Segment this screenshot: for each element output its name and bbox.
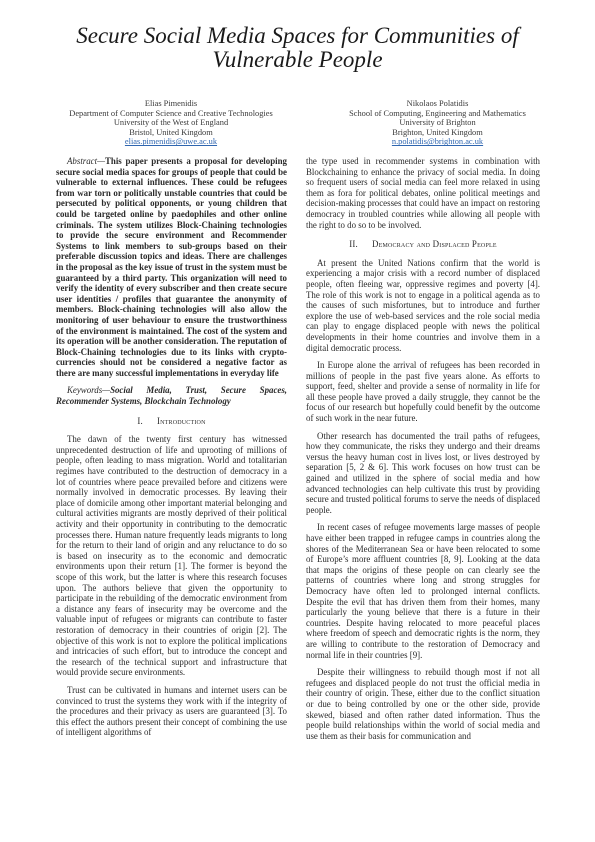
keywords-text: Social Media, Trust, Secure Spaces, Recommender Systems, Blockchain Technology xyxy=(56,385,287,407)
author-department: School of Computing, Engineering and Mathematics xyxy=(349,108,526,118)
paragraph: At present the United Nations confirm that the world is experiencing a major crisis with a record number of displaced people, often fleeing war, oppressive regimes and poverty [4]. The role of this work is not to engage in a political agenda as to the causes of such misfortunes, but to introduce and further explore the use of web-based services and the role social media can play to engage displaced people with news the political developments in their home countries and involve them in a digital democratic process. xyxy=(306,257,540,353)
paragraph: Trust can be cultivated in humans and internet users can be convinced to trust the systems they work with if the integrity of the procedures and their privacy as users are guaranteed [3]. To this effect the authors present their concept of combining the use of intelligent algorithms of xyxy=(56,684,287,738)
author-block xyxy=(40,99,302,147)
right-column xyxy=(306,156,540,748)
keywords-label: Keywords— xyxy=(67,385,111,396)
paragraph: Other research has documented the trail paths of refugees, how they communicate, the risks they undergo and their dreams versus the heavy human cost in lives lost, or lives destroyed by separation [5, 2 & 6]. This work focuses on how trust can be gained and utilized in the sphere of social media and how advanced technologies can help cultivate this trust by providing secure and trusted political forums to serve the needs of displaced people. xyxy=(306,430,540,515)
section-number: II. xyxy=(349,239,358,250)
paragraph: In Europe alone the arrival of refugees has been recorded in millions of people in the past five years alone. As efforts to support, feed, shelter and provide a sense of normality in life for all these people have proved a daily struggle, they cannot be the focus of our research but hopefully could benefit by the outcome of such work in the near future. xyxy=(306,360,540,424)
abstract-text: This paper presents a proposal for developing secure social media spaces for groups of people that could be vulnerable to external influences. These could be refugees from war torn or politically unstable countries that could be persecuted by political opponents, or young children that could be targeted online by paedophiles and other online criminals. The system utilizes Block-Chaining technologies to provide the secure environment and Recommender Systems to link members to sub-groups based on their preferable discussion topics and ideas. There are challenges in the proposal as the key issue of trust in the system must be guaranteed by a third party. This organization will need to verify the identity of every subscriber and then create secure user identities / profiles that guarantee the anonymity of members. Block-chaining technologies will also allow the monitoring of user behaviour to ensure the trustworthiness of the environment is maintained. The cost of the system and its operation will be another consideration. The reputation of Block-Chaining technologies due to its links with crypto-currencies should not be considered a negative factor as there are many successful implementations in everyday life xyxy=(56,156,287,378)
author-name: Nikolaos Polatidis xyxy=(406,99,469,108)
abstract-label: Abstract— xyxy=(67,156,105,166)
paragraph: In recent cases of refugee movements large masses of people have either been trapped in refugee camps in countries along the shores of the Mediterranean Sea or have been relocated to some of Europe’s more affluent countries [8, 9]. Looking at the data that maps the origins of these people on can clearly see the patterns of countries where long and strong struggles for Democracy have often led to prolonged internal conflicts. Despite the evil that has driven them from their homes, many particularly the young believe that there is a future in their countries. Despite having relocated to more peaceful places where freedom of speech and democratic rights is the norm, they are willing to contribute to the restoration of Democracy and normal life in their countries [9]. xyxy=(306,522,540,660)
abstract xyxy=(56,156,287,378)
section-title: Democracy and Displaced People xyxy=(371,239,497,250)
paper-title: Secure Social Media Spaces for Communities of Vulnerable People xyxy=(76,23,519,72)
author-department: Department of Computer Science and Creative Technologies xyxy=(69,108,273,118)
author-email-link[interactable]: n.polatidis@brighton.ac.uk xyxy=(391,137,484,147)
paragraph-continued: the type used in recommender systems in combination with Blockchaining to enhance the privacy of social media. In doing so frequent users of social media can feel more relaxed in using them as fora for political debates, online political meetings and decision-making processes that could have an impact on restoring democracy in troubled countries while allowing all people with the right to do so to be involved. xyxy=(306,156,540,230)
section-title: Introduction xyxy=(156,415,206,426)
author-location: Bristol, United Kingdom xyxy=(129,127,213,137)
author-block xyxy=(305,99,570,147)
paragraph: The dawn of the twenty first century has witnessed unprecedented destruction of life and uprooting of millions of people, often leading to mass migration. World and totalitarian regimes have contributed to the destruction of democracy in a lot of countries where peace prevailed before and citizens were normally involved in democratic processes. By leaving their place of domicile among other important material belonging and cultural activities migrants are mostly deprived of their political activity and their opportunity in contributing to the democratic processes there. Human nature frequently leads migrants to long for the return to their land of origin and any reluctance to do so is based on insecurity as to the economic and democratic environments upon their return [1]. The former is beyond the scope of this work, but the latter is where this research focuses upon. The authors believe that given the opportunity to participate in the rebuilding of the democratic environment from a distance any fears of insecurity may be overcome and the valuable input of refugees or migrants can contribute to faster restoration of democracy in their countries of origin [2]. The objective of this work is not to explore the political implications and intricacies of such effort, but to introduce the concept and the research of the technical support and infrastructure that would provide secure environments. xyxy=(56,434,287,678)
paragraph: Despite their willingness to rebuild though most if not all refugees and displaced people do not trust the official media in their country of origin. These, either due to the conflict situation or due to being controlled by one or the other side, provide skewed, biased and often rather dated information. Thus the people build relationships within the world of social media and use them as their basis for communication and xyxy=(306,667,540,741)
author-organization: University of Brighton xyxy=(399,118,476,128)
author-location: Brighton, United Kingdom xyxy=(392,127,483,137)
section-heading xyxy=(56,416,287,427)
section-heading xyxy=(306,239,540,250)
section-number: I. xyxy=(137,415,143,426)
author-name: Elias Pimenidis xyxy=(144,99,198,108)
keywords xyxy=(56,385,287,406)
left-column xyxy=(56,156,287,745)
author-email-link[interactable]: elias.pimenidis@uwe.ac.uk xyxy=(124,137,218,147)
author-organization: University of the West of England xyxy=(113,118,229,128)
